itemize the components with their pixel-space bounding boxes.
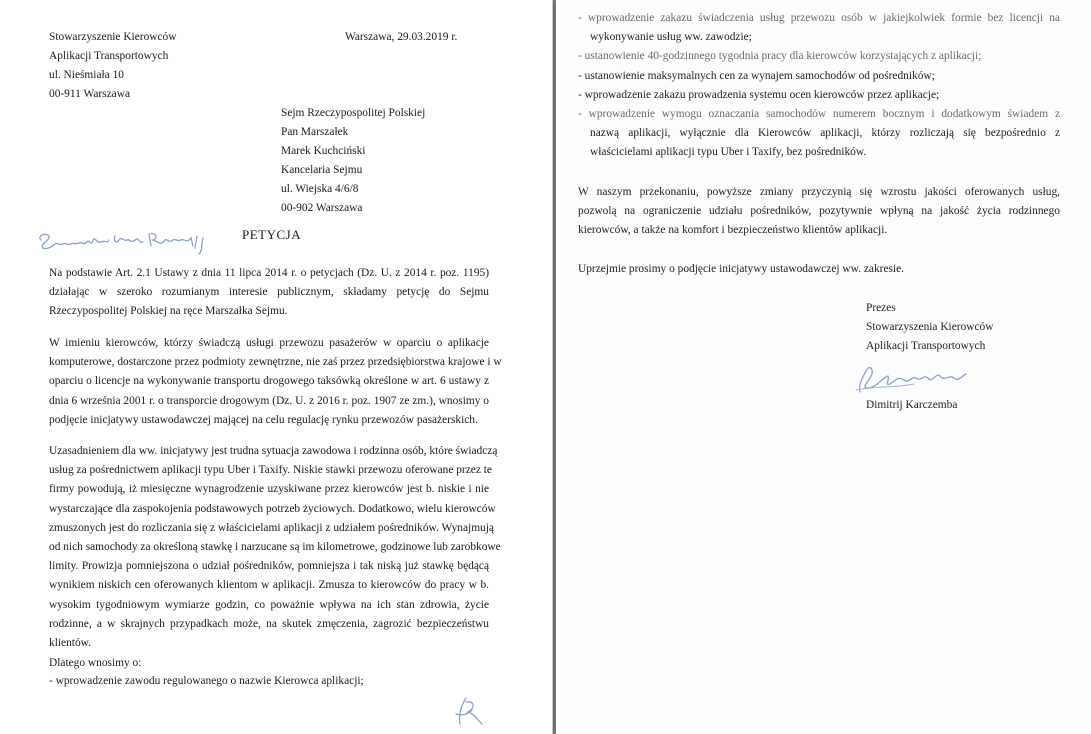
recipient-4: Kancelaria Sejmu xyxy=(281,164,363,176)
text-line: kierowców, a także na komfort i bezpieczeństwo klientów aplikacji. xyxy=(578,224,888,237)
list-item: - wprowadzenie zakazu świadczenia usług przewozu osób w jakiejkolwiek formie bez licencji na xyxy=(578,12,1060,24)
list-item: nazwą aplikacji, wyłącznie dla Kierowców aplikacji, którzy rozliczają się bezpośrednio z xyxy=(590,127,1060,140)
text-line: wynikiem niskich cen oferowanych klientom w aplikacji. Zmusza to kierowców do pracy w b. xyxy=(49,579,489,592)
document-date: Warszawa, 29.03.2019 r. xyxy=(345,31,458,43)
list-item: wykonywanie usług ww. zawodzie; xyxy=(590,31,752,44)
paragraph-legal-basis xyxy=(49,264,489,322)
signatory-org-1: Stowarzyszenia Kierowców xyxy=(866,321,994,333)
closing-sentence: Uprzejmie prosimy o podjęcie inicjatywy ustawodawczej ww. zakresie. xyxy=(578,263,904,275)
text-line: działając w szeroko rozumianym interesie publicznym, składamy petycję do Sejmu xyxy=(49,286,489,299)
text-line: zmuszonych jest do rozliczania się z właścicielami aplikacji z udziałem pośredników. Wynajmują xyxy=(49,521,494,534)
text-line: komputerowe, dostarczone przez podmioty zewnętrzne, nie zaś przez przedsiębiorstwa krajowe i w xyxy=(49,356,502,369)
recipient-6: 00-902 Warszawa xyxy=(281,202,363,214)
text-line: Uzasadnieniem dla ww. inicjatywy jest trudna sytuacja zawodowa i rodzinna osób, które świadczą xyxy=(49,445,498,457)
initials-mark xyxy=(452,694,492,730)
text-line: od nich samochody za określoną stawkę i narzucane są im kilometrowe, godzinowe lub zarobkowe xyxy=(49,541,501,554)
text-line: rodzinne, a w skrajnych przypadkach może, na skutek zmęczenia, zagrozić bezpieczeństwu xyxy=(49,617,489,630)
list-item: - wprowadzenie zakazu prowadzenia systemu ocen kierowców przez aplikacje; xyxy=(578,88,940,101)
text-line: pozwolą na ograniczenie udziału pośredników, pozytywnie wpłyną na jakość życia rodzinnego xyxy=(578,205,1060,218)
list-item: - ustanowienie 40-godzinnego tygodnia pracy dla kierowców korzystających z aplikacji; xyxy=(578,50,982,63)
text-line: wysokim tygodniowym wymiarze godzin, co poważnie wpływa na ich stan zdrowia, życie xyxy=(49,598,489,611)
list-item: właścicielami aplikacji typu Uber i Taxify, bez pośredników. xyxy=(590,146,867,159)
text-line: limity. Prowizja pomniejszona o udział pośredników, pomniejsza i tak niską już stawkę będącą xyxy=(49,560,489,573)
text-line: W imieniu kierowców, którzy świadczą usługi przewozu pasażerów w oparciu o aplikacje xyxy=(49,337,489,349)
signatory-org-2: Aplikacji Transportowych xyxy=(866,340,986,352)
document-title: PETYCJA xyxy=(242,227,302,242)
recipient-3: Marek Kuchciński xyxy=(281,145,366,157)
text-line: W naszym przekonaniu, powyższe zmiany przyczynią się wzrostu jakości oferowanych usług, xyxy=(578,186,1060,198)
list-item: - ustanowienie maksymalnych cen za wynajem samochodów od pośredników; xyxy=(578,69,935,82)
sender-name-2: Aplikacji Transportowych xyxy=(49,50,169,62)
right-page xyxy=(556,0,1091,734)
text-line: podjęcie inicjatywy ustawodawczej mającej na celu regulację rynku przewozów pasażerskich. xyxy=(49,413,478,426)
request-item-1: - wprowadzenie zawodu regulowanego o nazwie Kierowca aplikacji; xyxy=(49,675,364,687)
signatory-name: Dimitrij Karczemba xyxy=(866,399,958,411)
request-list-continued xyxy=(578,9,1060,163)
text-line: firmy powodują, iż miesięczne wynagrodzenie uzyskiwane przez kierowców jest b. niskie i nie xyxy=(49,483,489,496)
recipient-5: ul. Wiejska 4/6/8 xyxy=(281,183,359,195)
recipient-2: Pan Marszałek xyxy=(281,126,349,138)
recipient-1: Sejm Rzeczypospolitej Polskiej xyxy=(281,107,426,119)
handwritten-signature xyxy=(854,362,974,398)
sender-street: ul. Nieśmiała 10 xyxy=(49,69,124,81)
paragraph-conviction xyxy=(578,183,1060,241)
text-line: dnia 6 września 2001 r. o transporcie drogowym (Dz. U. z 2016 r. poz. 1907 ze zm.), wnosimy o xyxy=(49,394,489,407)
text-line: Rzeczypospolitej Polskiej na ręce Marszałka Sejmu. xyxy=(49,305,288,318)
sender-city: 00-911 Warszawa xyxy=(49,88,131,100)
handwritten-annotation xyxy=(35,226,220,258)
text-line: oparciu o licencje na wykonywanie transportu drogowego taksówką określone w art. 6 ustawy z xyxy=(49,375,489,388)
signatory-role: Prezes xyxy=(866,302,896,314)
text-line: Na podstawie Art. 2.1 Ustawy z dnia 11 lipca 2014 r. o petycjach (Dz. U. z 2014 r. poz. 1195) xyxy=(49,267,489,279)
paragraph-request xyxy=(49,334,502,430)
list-item: - wprowadzenie wymogu oznaczania samochodów numerem bocznym i dodatkowym świadem z xyxy=(578,108,1060,121)
text-line: usług za pośrednictwem aplikacji typu Uber i Taxify. Niskie stawki przewozu oferowane przez te xyxy=(49,464,492,477)
sender-name-1: Stowarzyszenie Kierowców xyxy=(49,31,177,43)
conclusion-intro: Dlatego wnosimy o: xyxy=(49,657,142,669)
text-line: wystarczające dla zaspokojenia podstawowych potrzeb życiowych. Dodatkowo, wielu kierowców xyxy=(49,502,496,515)
paragraph-justification xyxy=(49,442,501,653)
text-line: klientów. xyxy=(49,637,91,650)
